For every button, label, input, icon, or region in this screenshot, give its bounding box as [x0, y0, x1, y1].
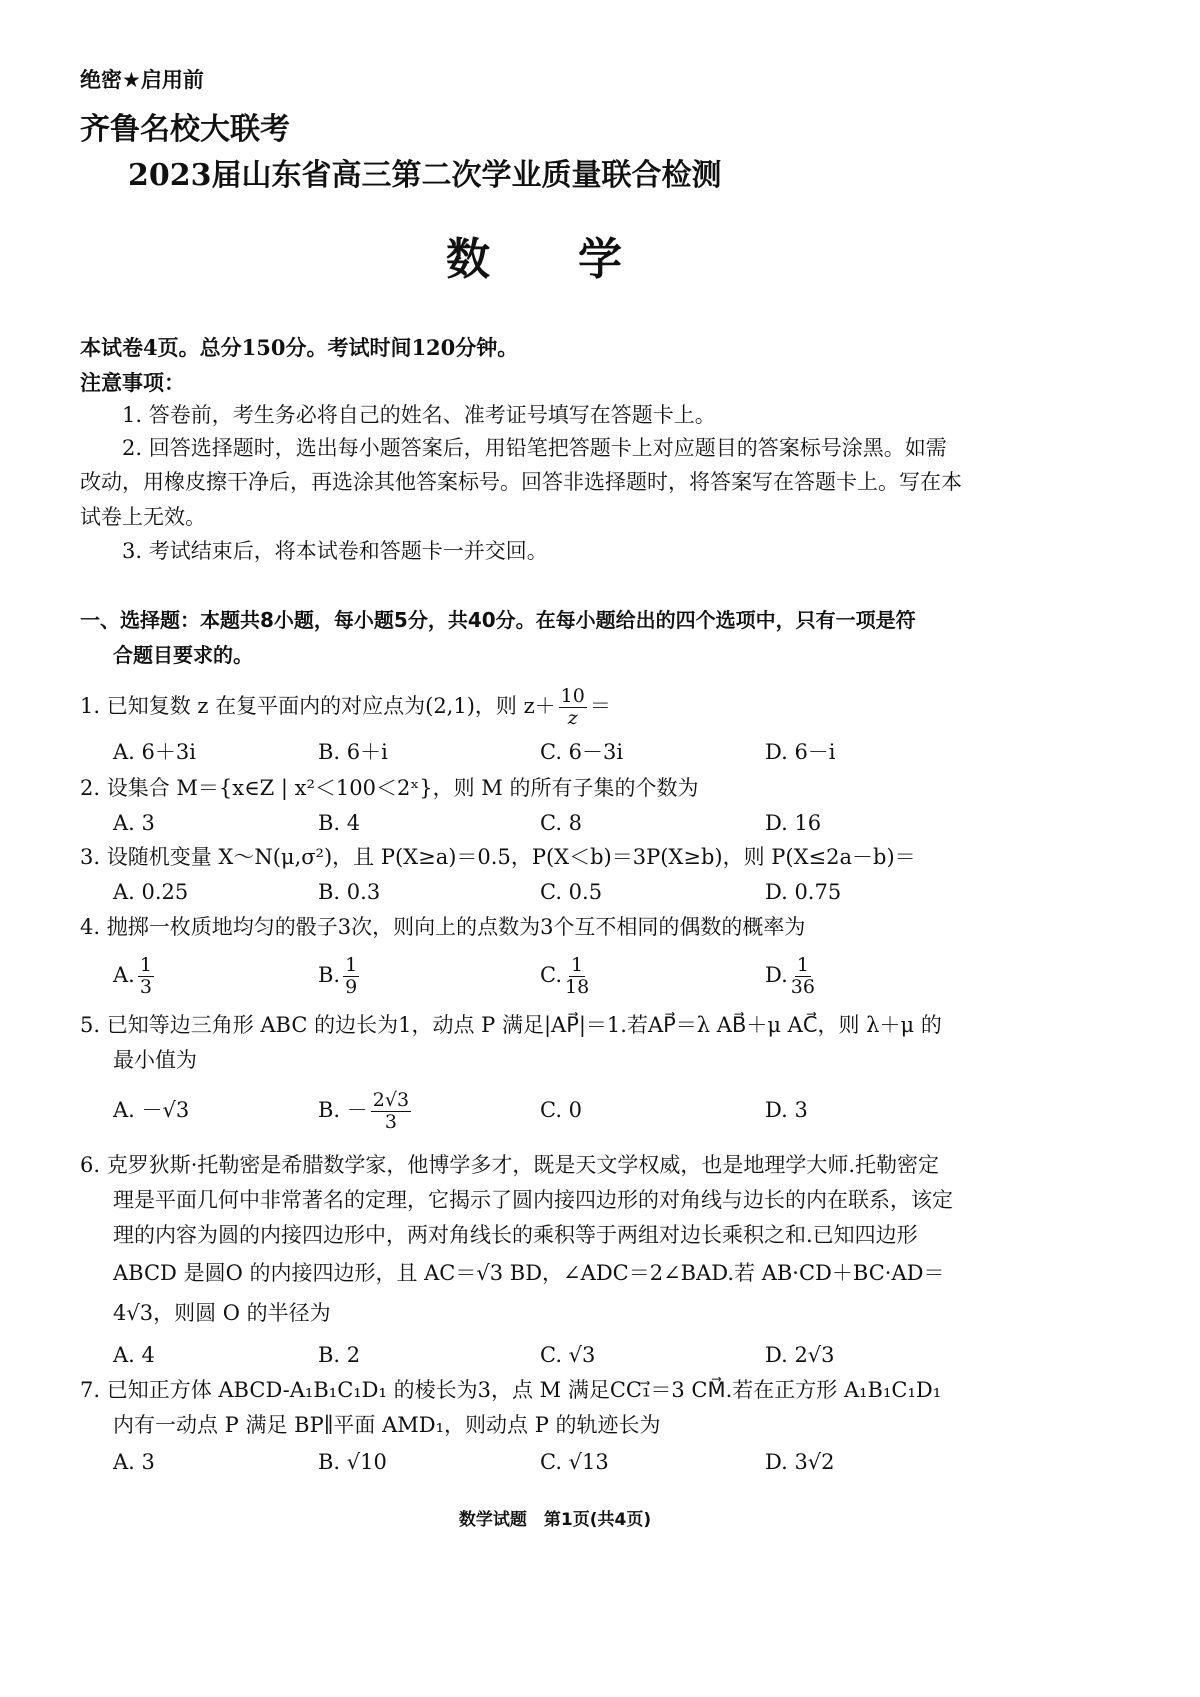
- confidential-label: 绝密★启用前: [80, 68, 204, 92]
- note-3: 3. 考试结束后，将本试卷和答题卡一并交回。: [122, 539, 548, 563]
- question-7: 7. 已知正方体 ABCD-A₁B₁C₁D₁ 的棱长为3，点 M 满足CC₁⃗＝3 CM⃗.若在正方形 A₁B₁C₁D₁: [80, 1378, 942, 1402]
- question-5-cont: 最小值为: [113, 1048, 197, 1072]
- numerator: 10: [560, 685, 585, 707]
- q4-option-b: [318, 952, 362, 998]
- exam-title: 2023届山东省高三第二次学业质量联合检测: [128, 158, 722, 193]
- fraction: [559, 686, 587, 729]
- numerator: 1: [571, 954, 584, 976]
- q2-option-a: A. 3: [113, 811, 155, 835]
- q1-option-b: B. 6＋i: [318, 740, 388, 764]
- note-1: 1. 答卷前，考生务必将自己的姓名、准考证号填写在答题卡上。: [122, 403, 716, 427]
- denominator: 9: [345, 976, 358, 998]
- q4-option-d: [765, 952, 818, 998]
- fraction: [791, 955, 815, 998]
- numerator: 1: [796, 954, 809, 976]
- q5-option-b: [318, 1087, 414, 1133]
- exam-summary: 本试卷4页。总分150分。考试时间120分钟。: [80, 335, 519, 360]
- question-6-line-4: ABCD 是圆O 的内接四边形，且 AC＝√3 BD，∠ADC＝2∠BAD.若 AB·CD＋BC·AD＝: [113, 1261, 945, 1285]
- q1-option-d: D. 6－i: [765, 740, 836, 764]
- q3-option-c: C. 0.5: [540, 880, 603, 904]
- q7-option-b: B. √10: [318, 1450, 387, 1474]
- question-text: 1. 已知复数 z 在复平面内的对应点为(2,1)，则 z＋: [80, 694, 556, 718]
- q5-option-a: A. －√3: [113, 1098, 190, 1122]
- denominator: z: [567, 707, 578, 729]
- q1-option-c: C. 6－3i: [540, 740, 624, 764]
- q3-option-a: A. 0.25: [113, 880, 189, 904]
- question-2: 2. 设集合 M＝{x∈Z | x²＜100＜2ˣ}，则 M 的所有子集的个数为: [80, 776, 699, 800]
- q3-option-d: D. 0.75: [765, 880, 842, 904]
- note-2-end: 试卷上无效。: [80, 505, 206, 529]
- question-7-cont: 内有一动点 P 满足 BP∥平面 AMD₁，则动点 P 的轨迹长为: [113, 1413, 661, 1437]
- q2-option-d: D. 16: [765, 811, 822, 835]
- q7-option-c: C. √13: [540, 1450, 609, 1474]
- question-6: 6. 克罗狄斯·托勒密是希腊数学家，他博学多才，既是天文学权威，也是地理学大师.托勒密定: [80, 1153, 940, 1177]
- q7-option-a: A. 3: [113, 1450, 155, 1474]
- question-5: 5. 已知等边三角形 ABC 的边长为1，动点 P 满足|AP⃗|＝1.若AP⃗＝λ AB⃗＋μ AC⃗，则 λ＋μ 的: [80, 1013, 942, 1037]
- numerator: 2√3: [372, 1089, 410, 1111]
- q6-option-c: C. √3: [540, 1343, 596, 1367]
- denominator: 36: [790, 976, 815, 998]
- section-title-cont: 合题目要求的。: [113, 643, 253, 667]
- notes-title: 注意事项：: [80, 370, 185, 395]
- page-footer: 数学试题 第1页(共4页): [458, 1510, 652, 1530]
- q5-option-c: C. 0: [540, 1098, 583, 1122]
- fraction: [371, 1090, 411, 1133]
- denominator: 18: [565, 976, 590, 998]
- q7-option-d: D. 3√2: [765, 1450, 835, 1474]
- note-2: 2. 回答选择题时，选出每小题答案后，用铅笔把答题卡上对应题目的答案标号涂黑。如需: [122, 436, 947, 460]
- question-6-line-3: 理的内容为圆的内接四边形中，两对角线长的乘积等于两组对边长乘积之和.已知四边形: [113, 1223, 918, 1247]
- q1-option-a: A. 6＋3i: [113, 740, 196, 764]
- question-1: [80, 684, 611, 729]
- option-label: A.: [113, 963, 135, 987]
- fraction: [565, 955, 589, 998]
- option-label: D.: [765, 963, 788, 987]
- org-title: 齐鲁名校大联考: [80, 112, 290, 147]
- q5-option-d: D. 3: [765, 1098, 808, 1122]
- q3-option-b: B. 0.3: [318, 880, 381, 904]
- question-4: 4. 抛掷一枚质地均匀的骰子3次，则向上的点数为3个互不相同的偶数的概率为: [80, 915, 806, 939]
- q2-option-c: C. 8: [540, 811, 583, 835]
- q4-option-c: [540, 952, 592, 998]
- numerator: 1: [345, 954, 358, 976]
- denominator: 3: [384, 1111, 397, 1133]
- q2-option-b: B. 4: [318, 811, 361, 835]
- denominator: 3: [139, 976, 152, 998]
- fraction: [343, 955, 359, 998]
- note-2-cont: 改动，用橡皮擦干净后，再选涂其他答案标号。回答非选择题时，将答案写在答题卡上。写在本: [80, 470, 962, 494]
- fraction: [138, 955, 154, 998]
- question-6-line-2: 理是平面几何中非常著名的定理，它揭示了圆内接四边形的对角线与边长的内在联系，该定: [113, 1188, 953, 1212]
- numerator: 1: [139, 954, 152, 976]
- q6-option-b: B. 2: [318, 1343, 361, 1367]
- question-6-line-5: 4√3，则圆 O 的半径为: [113, 1301, 331, 1325]
- option-label: C.: [540, 963, 562, 987]
- section-title: 一、选择题：本题共8小题，每小题5分，共40分。在每小题给出的四个选项中，只有一项是符: [80, 608, 916, 632]
- subject-title: 数 学: [446, 234, 622, 285]
- q6-option-a: A. 4: [113, 1343, 155, 1367]
- q6-option-d: D. 2√3: [765, 1343, 835, 1367]
- q4-option-a: [113, 952, 157, 998]
- equals: ＝: [589, 694, 611, 718]
- question-3: 3. 设随机变量 X～N(μ,σ²)，且 P(X≥a)＝0.5，P(X＜b)＝3P(X≥b)，则 P(X≤2a－b)＝: [80, 845, 916, 869]
- option-label: B. －: [318, 1098, 368, 1122]
- option-label: B.: [318, 963, 341, 987]
